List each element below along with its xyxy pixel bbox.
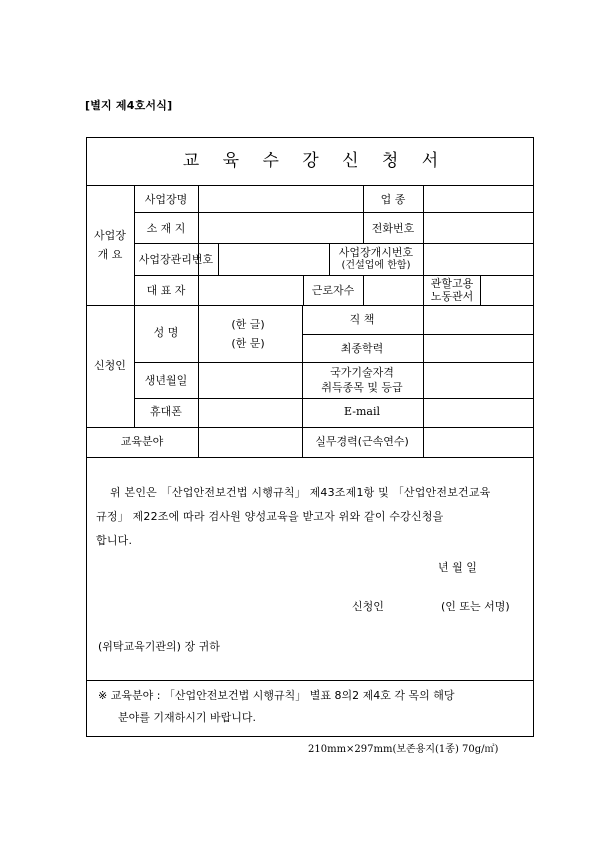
education-input[interactable] (425, 336, 535, 362)
business-name-label: 사업장명 (144, 193, 188, 206)
birth-date-input[interactable] (200, 364, 304, 398)
labor-office-input[interactable] (482, 277, 535, 305)
business-start-no-input[interactable] (425, 245, 535, 275)
workers-count-input[interactable] (365, 277, 425, 305)
education-field-input[interactable] (200, 429, 304, 457)
statement-line: 합니다. (96, 534, 133, 547)
note-line: 분야를 기재하시기 바랍니다. (118, 711, 257, 724)
divider-section (86, 305, 534, 306)
industry-input[interactable] (425, 187, 535, 212)
statement-line: 규정」 제22조에 따라 검사원 양성교육을 받고자 위와 같이 수강신청을 (96, 510, 444, 523)
labor-office-label: 관할고용 (430, 277, 474, 290)
representative-label: 대 표 자 (146, 284, 186, 297)
labor-office-label: 노동관서 (430, 290, 474, 303)
license-label: 국가기술자격 (330, 366, 394, 379)
divider (363, 275, 364, 305)
email-input[interactable] (425, 400, 535, 427)
divider (423, 305, 424, 457)
divider-title (86, 185, 534, 186)
divider (423, 185, 424, 275)
license-input[interactable] (425, 364, 535, 398)
mobile-label: 휴대폰 (150, 405, 182, 418)
divider (218, 243, 219, 275)
workers-count-label: 근로자수 (311, 284, 355, 297)
divider (134, 212, 534, 213)
experience-label: 실무경력(근속연수) (315, 435, 409, 448)
mobile-input[interactable] (200, 400, 304, 427)
license-label: 취득종목 및 등급 (321, 381, 403, 394)
business-start-no-note: (건설업에 한함) (341, 260, 411, 271)
phone-input[interactable] (425, 214, 535, 243)
divider-note (86, 680, 534, 681)
name-chinese-hint: (한 문) (231, 337, 265, 350)
statement-line: 위 본인은 「산업안전보건법 시행규칙」 제43조제1항 및 「산업안전보건교육 (110, 486, 491, 499)
phone-label: 전화번호 (371, 222, 415, 235)
email-label: E-mail (344, 405, 380, 418)
address-input[interactable] (200, 214, 364, 243)
date-line: 년 월 일 (438, 561, 477, 574)
education-field-label: 교육분야 (120, 435, 164, 448)
business-start-no-label: 사업장개시번호 (338, 246, 414, 259)
position-label: 직 책 (349, 313, 375, 326)
applicant-section-label: 신청인 (94, 359, 126, 372)
applicant-name-label: 성 명 (153, 326, 179, 339)
divider (134, 275, 534, 276)
paper-spec-footer: 210mm×297mm(보존용지(1종) 70g/㎡) (308, 744, 499, 755)
industry-label: 업 종 (380, 193, 406, 206)
signature-note: (인 또는 서명) (441, 600, 510, 613)
business-mgmt-no-input[interactable] (220, 245, 330, 275)
divider (134, 398, 534, 399)
note-line: ※ 교육분야 : 「산업안전보건법 시행규칙」 별표 8의2 제4호 각 목의 해당 (98, 689, 455, 702)
address-label: 소 재 지 (146, 222, 186, 235)
divider (302, 334, 534, 335)
addressee: (위탁교육기관의) 장 귀하 (98, 640, 220, 653)
representative-input[interactable] (200, 277, 304, 305)
form-title: 교 육 수 강 신 청 서 (182, 151, 448, 171)
divider (134, 185, 135, 427)
business-mgmt-no-label: 사업장관리번호 (138, 253, 214, 266)
divider (480, 275, 481, 305)
experience-input[interactable] (425, 429, 535, 457)
birth-date-label: 생년월일 (144, 374, 188, 387)
divider (198, 185, 199, 457)
education-label: 최종학력 (340, 342, 384, 355)
divider (134, 362, 534, 363)
position-input[interactable] (425, 307, 535, 334)
divider-section (86, 457, 534, 458)
business-name-input[interactable] (200, 187, 364, 212)
divider (134, 243, 534, 244)
form-number-label: [별지 제4호서식] (85, 99, 173, 112)
name-korean-hint: (한 글) (231, 318, 265, 331)
business-section-label: 사업장 (94, 229, 126, 242)
applicant-signature-label: 신청인 (352, 600, 384, 613)
divider-section (86, 427, 534, 428)
business-section-label: 개 요 (97, 248, 123, 261)
